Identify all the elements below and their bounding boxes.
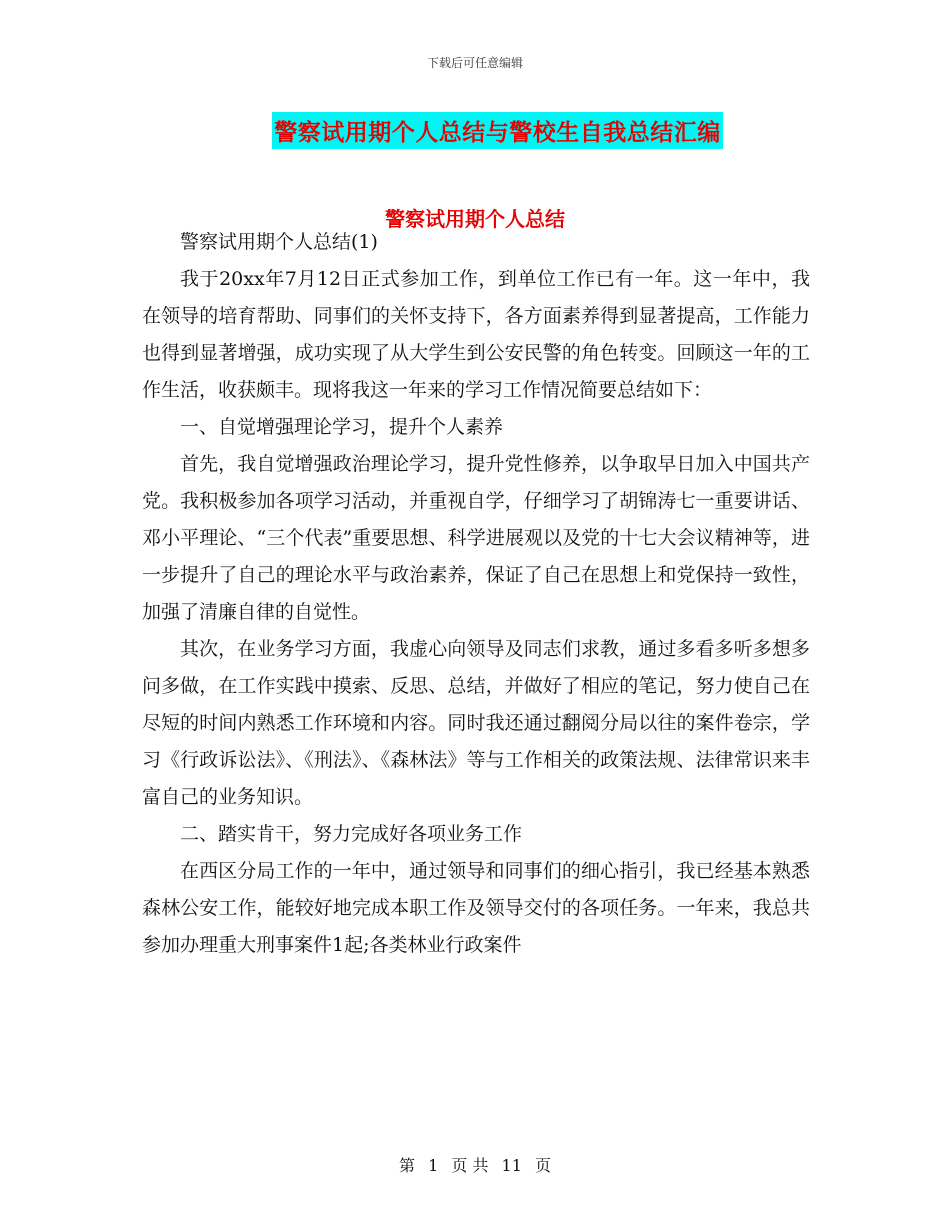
page-label-suffix: 页 xyxy=(535,1156,552,1175)
paragraph: 首先，我自觉增强政治理论学习，提升党性修养，以争取早日加入中国共产党。我积极参加各项学习活动，并重视自学，仔细学习了胡锦涛七一重要讲话、邓小平理论、“三个代表”重要思想、科学进展观以及党的十七大会议精神等，进一步提升了自己的理论水平与政治素养，保证了自己在思想上和党保持一致性，加强了清廉自律的自觉性。 xyxy=(142,453,810,623)
paragraph: 我于20xx年7月12日正式参加工作，到单位工作已有一年。这一年中，我在领导的培育帮助、同事们的关怀支持下，各方面素养得到显著提高，工作能力也得到显著增强，成功实现了从大学生到公安民警的角色转变。回顾这一年的工作生活，收获颇丰。现将我这一年来的学习工作情况简要总结如下： xyxy=(142,268,810,401)
paragraph: 警察试用期个人总结(1) xyxy=(180,231,378,253)
section-title: 警察试用期个人总结 xyxy=(385,207,565,231)
paragraph: 其次，在业务学习方面，我虚心向领导及同志们求教，通过多看多听多想多问多做，在工作实践中摸索、反思、总结，并做好了相应的笔记，努力使自己在尽短的时间内熟悉工作环境和内容。同时我还通过翻阅分局以往的案件卷宗，学习《行政诉讼法》、《刑法》、《森林法》等与工作相关的政策法规、法律常识来丰富自己的业务知识。 xyxy=(142,638,810,808)
page-current: 1 xyxy=(428,1156,439,1175)
page-label-prefix: 第 xyxy=(398,1156,415,1175)
document-title: 警察试用期个人总结与警校生自我总结汇编 xyxy=(272,112,723,149)
page-label-mid: 页 共 xyxy=(451,1156,489,1175)
paragraph: 一、自觉增强理论学习，提升个人素养 xyxy=(180,416,504,438)
paragraph: 二、踏实肯干，努力完成好各项业务工作 xyxy=(180,823,523,845)
paragraph: 在西区分局工作的一年中，通过领导和同事们的细心指引，我已经基本熟悉森林公安工作，能较好地完成本职工作及领导交付的各项任务。一年来，我总共参加办理重大刑事案件1起;各类林业行政案件 xyxy=(142,860,810,956)
main-title-wrap xyxy=(0,112,950,149)
document-body xyxy=(142,224,810,964)
page-total: 11 xyxy=(501,1156,522,1175)
header-note: 下载后可任意编辑 xyxy=(426,56,523,70)
page-footer xyxy=(0,1153,950,1176)
